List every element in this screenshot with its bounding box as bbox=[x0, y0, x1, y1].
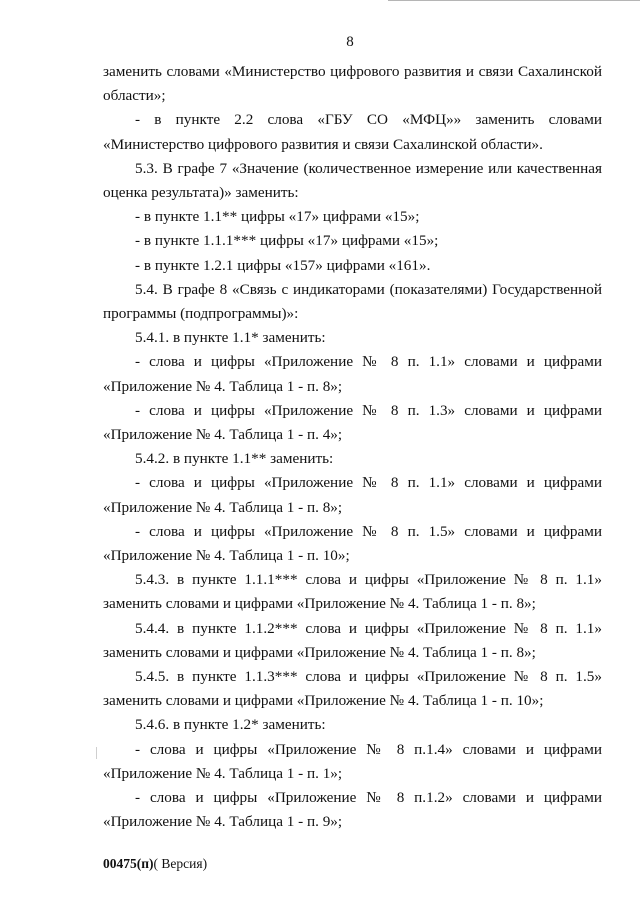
paragraph: - в пункте 2.2 слова «ГБУ СО «МФЦ»» заменить словами «Министерство цифрового развития и связи Сахалинской области». bbox=[103, 111, 602, 153]
version-label: ( Версия) bbox=[153, 856, 208, 871]
paragraph: 5.4.2. в пункте 1.1** заменить: bbox=[135, 450, 334, 468]
paragraph: - в пункте 1.2.1 цифры «157» цифрами «161». bbox=[135, 256, 431, 274]
document-footer bbox=[103, 856, 207, 872]
paragraph: 5.4.5. в пункте 1.1.3*** слова и цифры «Приложение № 8 п. 1.5» заменить словами и цифрами «Приложение № 4. Таблица 1 - п. 10»; bbox=[103, 668, 602, 710]
paragraph: - в пункте 1.1** цифры «17» цифрами «15»; bbox=[135, 208, 420, 226]
paragraph: - слова и цифры «Приложение № 8 п.1.2» словами и цифрами «Приложение № 4. Таблица 1 - п. 9»; bbox=[103, 789, 602, 831]
paragraph: - слова и цифры «Приложение № 8 п. 1.1» словами и цифрами «Приложение № 4. Таблица 1 - п. 8»; bbox=[103, 474, 602, 516]
top-border-line bbox=[388, 0, 640, 1]
document-code: 00475(п) bbox=[103, 856, 154, 871]
paragraph: 5.4.6. в пункте 1.2* заменить: bbox=[135, 716, 326, 734]
paragraph: - слова и цифры «Приложение № 8 п. 1.1» словами и цифрами «Приложение № 4. Таблица 1 - п. 8»; bbox=[103, 353, 602, 395]
page-number: 8 bbox=[346, 34, 354, 50]
paragraph: 5.4.4. в пункте 1.1.2*** слова и цифры «Приложение № 8 п. 1.1» заменить словами и цифрами «Приложение № 4. Таблица 1 - п. 8»; bbox=[103, 619, 602, 661]
paragraph: - слова и цифры «Приложение № 8 п. 1.3» словами и цифрами «Приложение № 4. Таблица 1 - п. 4»; bbox=[103, 401, 602, 444]
document-body bbox=[103, 60, 602, 835]
paragraph: - слова и цифры «Приложение № 8 п. 1.5» словами и цифрами «Приложение № 4. Таблица 1 - п. 10»; bbox=[103, 522, 602, 565]
paragraph: заменить словами «Министерство цифрового развития и связи Сахалинской области»; bbox=[103, 63, 602, 105]
paragraph: 5.4. В графе 8 «Связь с индикаторами (показателями) Государственной программы (подпрограммы)»: bbox=[103, 280, 602, 323]
paragraph: 5.3. В графе 7 «Значение (количественное измерение или качественная оценка результата)» заменить: bbox=[103, 159, 602, 202]
paragraph: - в пункте 1.1.1*** цифры «17» цифрами «15»; bbox=[135, 232, 439, 250]
paragraph: 5.4.3. в пункте 1.1.1*** слова и цифры «Приложение № 8 п. 1.1» заменить словами и цифрами «Приложение № 4. Таблица 1 - п. 8»; bbox=[103, 571, 602, 613]
margin-mark bbox=[96, 747, 97, 759]
paragraph: 5.4.1. в пункте 1.1* заменить: bbox=[135, 329, 326, 347]
paragraph: - слова и цифры «Приложение № 8 п.1.4» словами и цифрами «Приложение № 4. Таблица 1 - п. 1»; bbox=[103, 740, 602, 782]
